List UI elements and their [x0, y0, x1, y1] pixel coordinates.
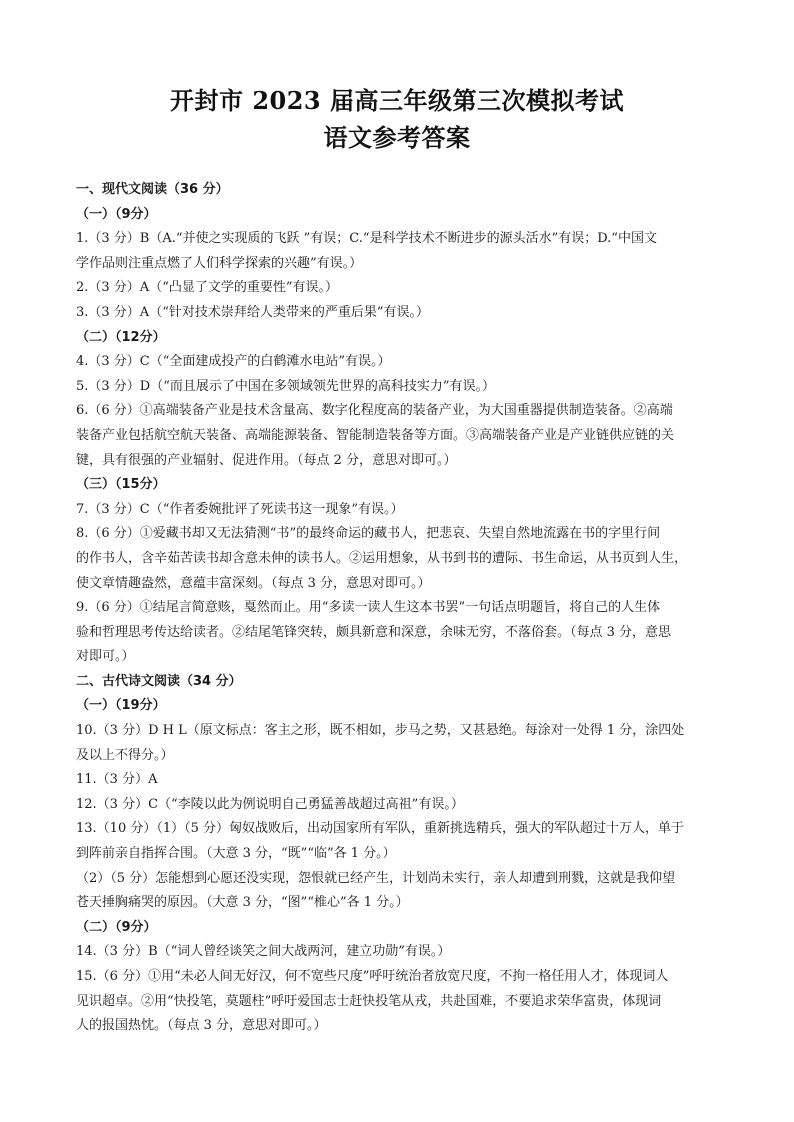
answer-line: 6.（6 分）①高端装备产业是技术含量高、数字化程度高的装备产业，为大国重器提供制造装备。②高端 — [76, 403, 673, 419]
answer-line: 见识超卓。②用“快投笔，莫题柱”呼吁爱国志士赶快投笔从戎，共赴国难，不要追求荣华富贵，体现词 — [76, 993, 662, 1009]
answer-line: 1.（3 分）B（A.“并使之实现质的飞跃 ”有误；C.“是科学技术不断进步的源头活水”有误；D.“中国文 — [76, 231, 657, 247]
answer-line: 使文章情趣盎然，意蕴丰富深刻。（每点 3 分，意思对即可。） — [76, 575, 431, 591]
answer-line: 学作品则注重点燃了人们科学探索的兴趣”有误。） — [76, 255, 363, 271]
page-subtitle: 语文参考答案 — [323, 123, 471, 152]
answer-line: 3.（3 分）A（“针对技术崇拜给人类带来的严重后果”有误。） — [76, 304, 429, 320]
answer-line: 4.（3 分）C（“全面建成投产的白鹤滩水电站”有误。） — [76, 354, 391, 370]
answer-line: 到阵前亲自指挥合围。（大意 3 分，“既”“临”各 1 分。） — [76, 846, 396, 862]
answer-line: 9.（6 分）①结尾言简意赅，戛然而止。用“多读一读人生这本书罢”一句话点明题旨，将自己的人生体 — [76, 600, 661, 616]
answer-line: 苍天捶胸痛哭的原因。（大意 3 分，“图”“椎心”各 1 分。） — [76, 895, 409, 911]
answer-line: 12.（3 分）C（“李陵以此为例说明自己勇猛善战超过高祖”有误。） — [76, 796, 464, 812]
answer-line: 对即可。） — [76, 649, 135, 665]
answer-line: 的作书人，含辛茹苦读书却含意未伸的读书人。②运用想象，从书到书的遭际、书生命运，从书页到人生， — [76, 550, 688, 566]
section-heading: （一）（9分） — [76, 206, 157, 222]
section-heading: （二）（12分） — [76, 329, 166, 345]
answer-line: 及以上不得分。） — [76, 747, 174, 763]
section-heading: 二、古代诗文阅读（34 分） — [76, 673, 242, 689]
section-heading: （二）（9分） — [76, 919, 157, 935]
answer-line: 14.（3 分）B（“词人曾经谈笑之间大战两河，建立功勋”有误。） — [76, 944, 451, 960]
section-heading: （三）（15分） — [76, 477, 166, 493]
answer-line: 装备产业包括航空航天装备、高端能源装备、智能制造装备等方面。③高端装备产业是产业链供应链的关 — [76, 427, 675, 443]
answer-line: 13.（10 分）（1）（5 分）匈奴战败后，出动国家所有军队，重新挑选精兵，强大的军队超过十万人，单于 — [76, 821, 685, 837]
answer-line: 11.（3 分）A — [76, 772, 158, 788]
answer-line: 8.（6 分）①爱藏书却又无法猜测“书”的最终命运的藏书人，把悲哀、失望自然地流露在书的字里行间 — [76, 526, 661, 542]
answer-line: 人的报国热忱。（每点 3 分，意思对即可。） — [76, 1018, 327, 1034]
answer-line: 10.（3 分）D H L（原文标点：客主之形，既不相如，步马之势，又甚悬绝。每涂对一处得 1 分，涂四处 — [76, 723, 685, 739]
answer-line: 键，具有很强的产业辐射、促进作用。（每点 2 分，意思对即可。） — [76, 452, 457, 468]
answer-line: 5.（3 分）D（“而且展示了中国在多领域领先世界的高科技实力”有误。） — [76, 378, 496, 394]
section-heading: （一）（19分） — [76, 698, 166, 714]
answer-line: 7.（3 分）C（“作者委婉批评了死读书这一现象”有误。） — [76, 501, 404, 517]
answer-line: 验和哲理思考传达给读者。②结尾笔锋突转，颇具新意和深意，余味无穷，不落俗套。（每点 3 分，意思 — [76, 624, 672, 640]
answer-content — [76, 178, 724, 1039]
answer-line: 2.（3 分）A（“凸显了文学的重要性”有误。） — [76, 280, 338, 296]
answer-line: （2）（5 分）怎能想到心愿还没实现，怨恨就已经产生，计划尚未实行，亲人却遭到刑戮，这就是我仰望 — [76, 870, 676, 886]
answer-line: 15.（6 分）①用“未必人间无好汉，何不宽些尺度”呼吁统治者放宽尺度，不拘一格任用人才，体现词人 — [76, 969, 669, 984]
page-title: 开封市 2023 届高三年级第三次模拟考试 — [169, 86, 624, 115]
section-heading: 一、现代文阅读（36 分） — [76, 182, 229, 197]
